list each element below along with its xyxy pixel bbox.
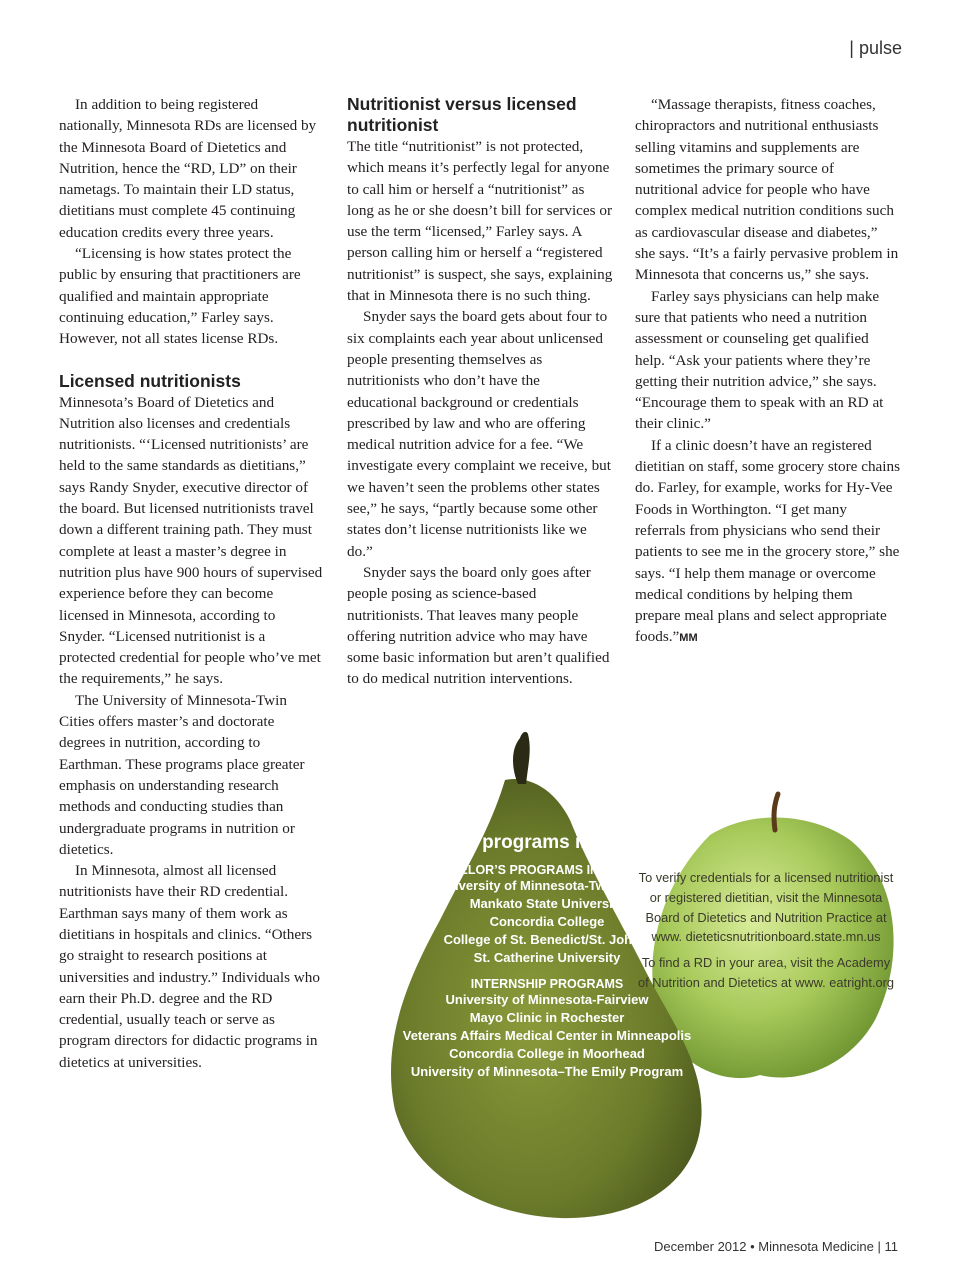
list-item: Mankato State University xyxy=(469,896,625,911)
column-1 xyxy=(59,94,323,1073)
list-item: University of Minnesota-Twin Cities xyxy=(437,878,657,893)
list-item: University of Minnesota-Fairview xyxy=(445,992,649,1007)
list-item: Concordia College xyxy=(489,914,605,929)
column-3 xyxy=(635,94,901,650)
paragraph: In addition to being registered nationally, Minnesota RDs are licensed by the Minnesota Board of Dietetics and Nutrition, hence the “RD, LD” on their nametags. To maintain their LD status, dietitians must complete 45 continuing education credits every three years. xyxy=(59,96,317,241)
list-item: College of St. Benedict/St. John’s xyxy=(443,932,651,947)
subhead-nutritionist-versus: Nutritionist versus licensed nutritionist xyxy=(347,94,577,135)
pear-title: Training programs in Minnesota xyxy=(402,832,692,853)
page-footer: December 2012 • Minnesota Medicine | 11 xyxy=(654,1239,898,1254)
list-item: St. Catherine University xyxy=(473,950,621,965)
paragraph: Snyder says the board only goes after people posing as science-based nutritionists. That leaves many people offering nutrition advice who may have some basic information but aren’t qualified to do medical nutrition interventions. xyxy=(347,563,610,688)
section-label: | pulse xyxy=(849,38,902,58)
internship-heading: INTERNSHIP PROGRAMS xyxy=(470,977,624,991)
paragraph: In Minnesota, almost all licensed nutritionists have their RD credential. Earthman says many of them work as dietitians in hospitals and clinics. “Others go straight to research positions at universities and industry.” Individuals who earn their Ph.D. degree and the RD credential, usually teach or serve as program directors for didactic programs in dietetics at universities. xyxy=(59,862,320,1071)
list-item: Concordia College in Moorhead xyxy=(449,1046,645,1061)
paragraph: Farley says physicians can help make sure that patients who need a nutrition assessment or counseling get qualified help. “Ask your patients where they’re getting their nutrition advice,” she says. “Encourage them to speak with an RD at their clinic.” xyxy=(635,287,884,433)
column-2 xyxy=(347,94,613,690)
paragraph: Minnesota’s Board of Dietetics and Nutrition also licenses and credentials nutritionists. “‘Licensed nutritionists’ are held to the same standards as dietitians,” says Randy Snyder, executive director of the board. But licensed nutritionists travel down a different training path. They must complete at least a master’s degree in nutrition plus have 900 hours of supervised experience before they can become licensed in Minnesota, according to Snyder. “Licensed nutritionist is a protected credential for people who’ve met the requirements,” he says. xyxy=(59,393,323,688)
bachelors-heading: BACHELOR’S PROGRAMS IN NUTRITION xyxy=(423,863,671,877)
paragraph: “Licensing is how states protect the public by ensuring that practitioners are qualified and maintain appropriate continuing education,” Farley says. However, not all states license RDs. xyxy=(59,245,301,348)
paragraph: The University of Minnesota-Twin Cities offers master’s and doctorate degrees in nutrition, according to Earthman. These programs place greater emphasis on understanding research methods and conducting studies than undergraduate programs in nutrition or dietetics. xyxy=(59,691,305,858)
paragraph: “Massage therapists, fitness coaches, chiropractors and nutritional enthusiasts selling vitamins and supplements are sometimes the primary source of nutritional advice for people who have complex medical nutrition conditions such as cardiovascular disease and diabetes,” she says. “It’s a fairly pervasive problem in Minnesota that concerns us,” she says. xyxy=(635,96,899,284)
list-item: Veterans Affairs Medical Center in Minneapolis xyxy=(402,1028,692,1043)
paragraph: Snyder says the board gets about four to six complaints each year about unlicensed people presenting themselves as nutritionists who don’t have the educational background or credentials prescribed by law and who are offering medical nutrition advice for a fee. “We investigate every complaint we receive, but we haven’t seen the problems other states see,” he says, “partly because some other states don’t license nutritionists like we do.” xyxy=(347,308,611,560)
signoff: MM xyxy=(679,632,698,645)
paragraph: The title “nutritionist” is not protected, which means it’s perfectly legal for anyone to call him or herself a “nutritionist” as long as he or she doesn’t bill for services or use the term “licensed,” Farley says. A person calling him or herself a “registered nutritionist” is suspect, she says, explaining that in Minnesota there is no such thing. xyxy=(347,138,613,305)
paragraph xyxy=(635,435,901,650)
list-item: University of Minnesota–The Emily Program xyxy=(410,1064,684,1079)
list-item: Mayo Clinic in Rochester xyxy=(469,1010,625,1025)
subhead-licensed-nutritionists: Licensed nutritionists xyxy=(59,370,241,391)
paragraph-text: If a clinic doesn’t have an registered dietitian on staff, some grocery store chains do. Farley, for example, works for Hy-Vee Foods in Worthington. “I get many referrals from physicians who send their patients to see me in the grocery store,” she says. “I help them manage or overcome medical conditions by helping them prepare meal plans and select appropriate foods.” xyxy=(635,436,901,646)
verification-info-box xyxy=(636,868,896,999)
internship-list xyxy=(382,991,712,1081)
find-rd-text: To find a RD in your area, visit the Academy of Nutrition and Dietetics at www. eatright.org xyxy=(637,955,895,990)
verify-credentials-text: To verify credentials for a licensed nutritionist or registered dietitian, visit the Minnesota Board of Dietetics and Nutrition Practice at www. dieteticsnutritionboard.state.mn.us xyxy=(638,870,894,945)
